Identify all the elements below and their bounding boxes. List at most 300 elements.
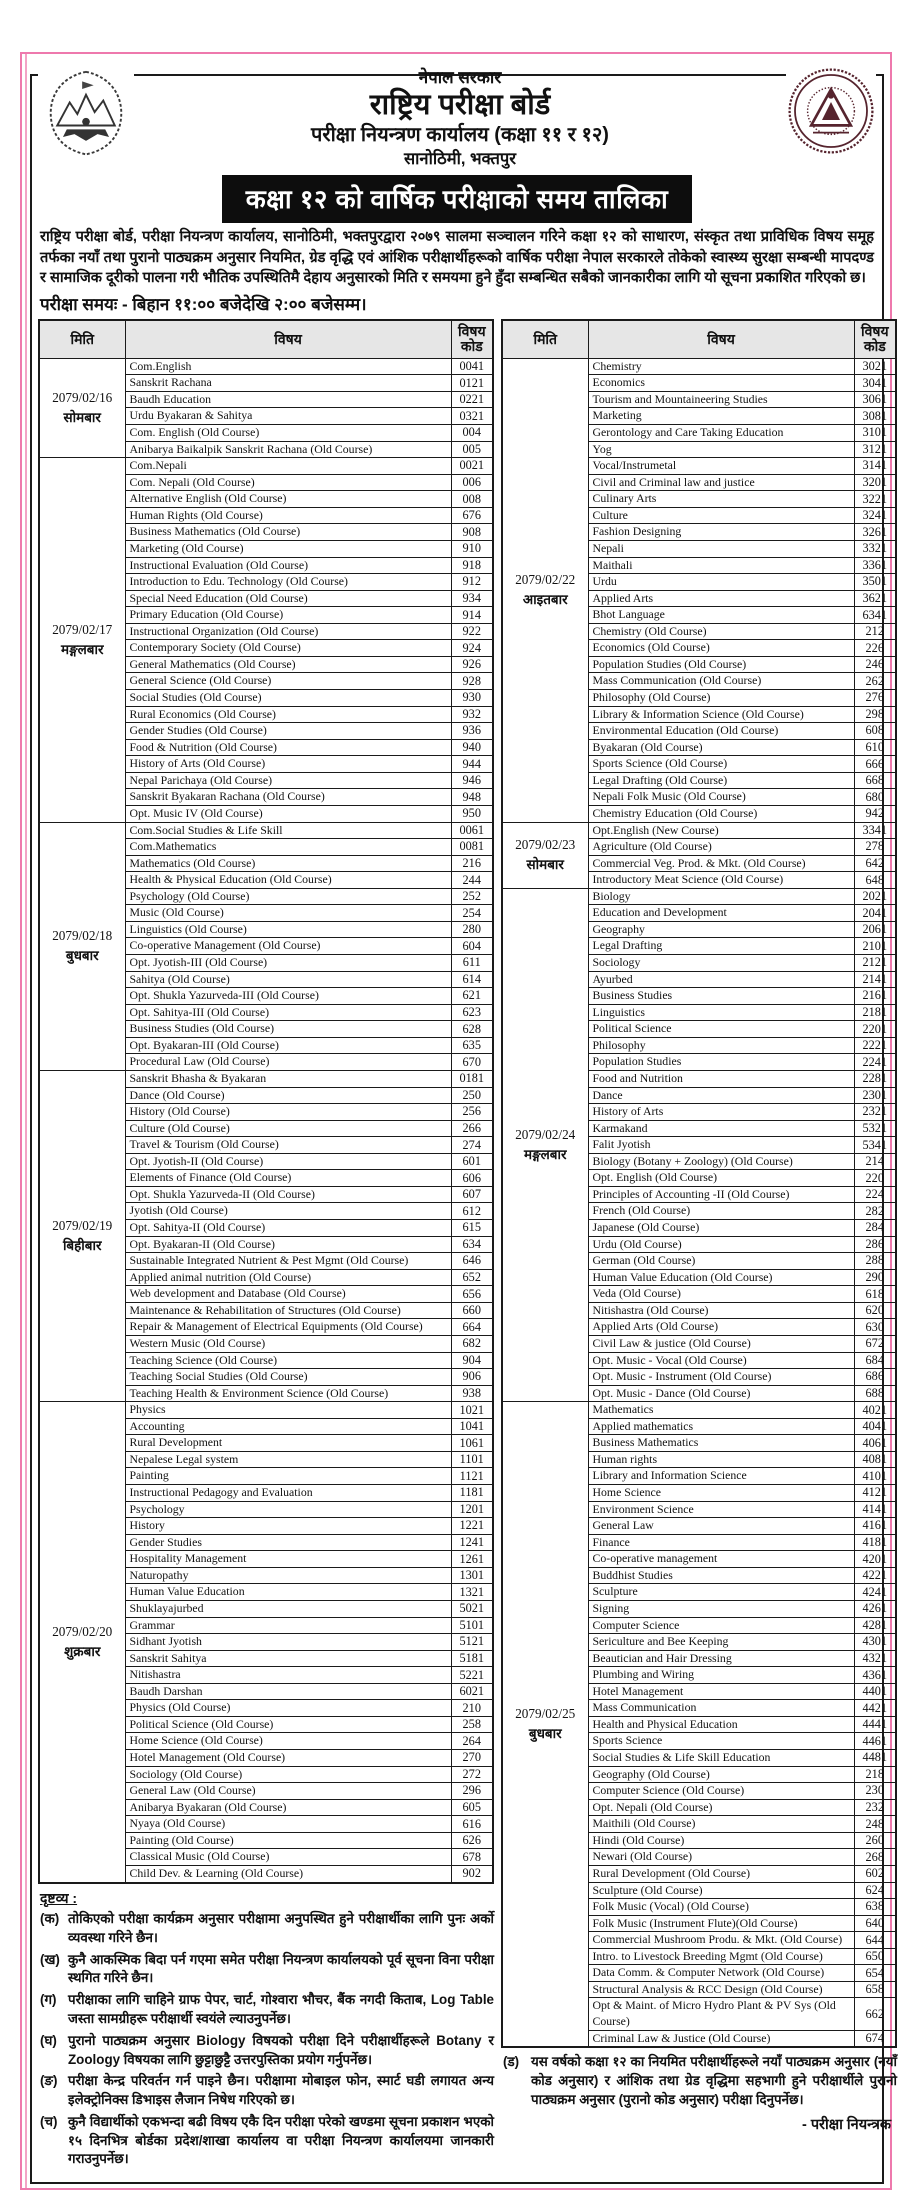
- date-value: 2079/02/22: [515, 572, 576, 588]
- subject-cell: Opt. Jyotish-III (Old Course): [125, 955, 451, 972]
- code-cell: 918: [451, 557, 493, 574]
- subject-cell: Teaching Science (Old Course): [125, 1352, 451, 1369]
- subject-cell: Opt. Shukla Yazurveda-II (Old Course): [125, 1186, 451, 1203]
- code-cell: 278: [854, 839, 896, 856]
- code-cell: 4421: [854, 1700, 896, 1717]
- code-cell: 268: [854, 1849, 896, 1866]
- subject-cell: Yog: [588, 441, 854, 458]
- code-cell: 682: [451, 1335, 493, 1352]
- date-value: 2079/02/18: [52, 928, 113, 944]
- code-cell: 614: [451, 971, 493, 988]
- code-cell: 618: [854, 1286, 896, 1303]
- table-row: [502, 358, 896, 375]
- code-cell: 615: [451, 1220, 493, 1237]
- subject-cell: Painting (Old Course): [125, 1832, 451, 1849]
- day-value: मङ्गलबार: [61, 641, 104, 657]
- subject-cell: Legal Drafting (Old Course): [588, 772, 854, 789]
- note-text: परीक्षाका लागि चाहिने ग्राफ पेपर, चार्ट, गोश्वारा भौचर, बैंक नगदी किताब, Log Table जस्ता सामग्रीहरू परीक्षार्थी स्वयंले ल्याउनुपर्नेछ।: [68, 1992, 494, 2026]
- code-cell: 276: [854, 690, 896, 707]
- note-text: पुरानो पाठ्यक्रम अनुसार Biology विषयको परीक्षा दिने परीक्षार्थीहरूले Botany र Zoology विषयका लागि छुट्टाछुट्टै उत्तरपुस्तिका प्रयोग गर्नुपर्नेछ।: [68, 2032, 494, 2067]
- date-cell: [39, 1402, 125, 1883]
- subject-cell: History of Arts (Old Course): [125, 756, 451, 773]
- code-cell: 6021: [451, 1683, 493, 1700]
- table-row: [39, 822, 493, 839]
- code-cell: 2101: [854, 938, 896, 955]
- subject-cell: Introduction to Edu. Technology (Old Course): [125, 574, 451, 591]
- code-cell: 5321: [854, 1120, 896, 1137]
- subject-cell: Opt. Sahitya-III (Old Course): [125, 1004, 451, 1021]
- code-cell: 3101: [854, 425, 896, 442]
- subject-cell: Opt. Music IV (Old Course): [125, 805, 451, 822]
- code-cell: 005: [451, 441, 493, 458]
- code-cell: 3141: [854, 458, 896, 475]
- code-cell: 288: [854, 1253, 896, 1270]
- table-row: [502, 888, 896, 905]
- code-cell: 644: [854, 1932, 896, 1949]
- code-cell: 0321: [451, 408, 493, 425]
- subject-cell: Marketing: [588, 408, 854, 425]
- code-cell: 2061: [854, 921, 896, 938]
- code-cell: 606: [451, 1170, 493, 1187]
- subject-cell: Opt. English (Old Course): [588, 1170, 854, 1187]
- subject-cell: Linguistics: [588, 1004, 854, 1021]
- note-text: तोकिएको परीक्षा कार्यक्रम अनुसार परीक्षामा अनुपस्थित हुने परीक्षार्थीका लागि पुनः अर्को व्यवस्था गरिने छैन।: [68, 1911, 494, 1945]
- code-cell: 4161: [854, 1518, 896, 1535]
- code-cell: 666: [854, 756, 896, 773]
- code-cell: 926: [451, 656, 493, 673]
- subject-cell: Folk Music (Vocal) (Old Course): [588, 1899, 854, 1916]
- code-cell: 5021: [451, 1600, 493, 1617]
- table-row: [502, 1402, 896, 1419]
- note-text: कुनै विद्यार्थीको एकभन्दा बढी विषय एकै दिन परीक्षा परेको खण्डमा सूचना प्रकाशन भएको १५ दिनभित्र बोर्डका प्रदेश/शाखा कार्यालय वा परीक्षा नियन्त्रण कार्यालयमा जानकारी गराउनुपर्नेछ।: [68, 2113, 494, 2167]
- subject-cell: Political Science: [588, 1021, 854, 1038]
- code-cell: 912: [451, 574, 493, 591]
- subject-cell: Applied mathematics: [588, 1418, 854, 1435]
- subject-cell: Maithili (Old Course): [588, 1816, 854, 1833]
- code-cell: 678: [451, 1849, 493, 1866]
- code-cell: 1041: [451, 1418, 493, 1435]
- note-item: [40, 2113, 494, 2169]
- code-header: विषय कोड: [854, 320, 896, 358]
- subject-cell: Veda (Old Course): [588, 1286, 854, 1303]
- subject-cell: Opt. Byakaran-III (Old Course): [125, 1037, 451, 1054]
- code-cell: 250: [451, 1087, 493, 1104]
- masthead: [38, 66, 876, 169]
- subject-cell: Hotel Management: [588, 1683, 854, 1700]
- code-cell: 605: [451, 1799, 493, 1816]
- subject-cell: Byakaran (Old Course): [588, 739, 854, 756]
- subject-cell: Economics: [588, 375, 854, 392]
- inner-border-box: [30, 68, 897, 2184]
- subject-cell: Nitishastra (Old Course): [588, 1302, 854, 1319]
- subject-cell: Rural Economics (Old Course): [125, 706, 451, 723]
- table-header-row: [502, 320, 896, 358]
- code-cell: 904: [451, 1352, 493, 1369]
- code-cell: 006: [451, 474, 493, 491]
- table-row: [39, 358, 493, 375]
- subject-cell: Nyaya (Old Course): [125, 1816, 451, 1833]
- code-cell: 0121: [451, 375, 493, 392]
- subject-cell: Criminal Law & Justice (Old Course): [588, 2030, 854, 2047]
- subject-cell: Hospitality Management: [125, 1551, 451, 1568]
- code-cell: 1241: [451, 1534, 493, 1551]
- code-cell: 4021: [854, 1402, 896, 1419]
- code-cell: 2121: [854, 955, 896, 972]
- code-cell: 6341: [854, 607, 896, 624]
- subject-cell: Ayurbed: [588, 971, 854, 988]
- note-item: [40, 2072, 494, 2110]
- subject-cell: History (Old Course): [125, 1104, 451, 1121]
- code-cell: 610: [854, 739, 896, 756]
- code-cell: 646: [451, 1253, 493, 1270]
- subject-cell: Western Music (Old Course): [125, 1335, 451, 1352]
- notes-list: [38, 1910, 494, 2169]
- subject-cell: Home Science (Old Course): [125, 1733, 451, 1750]
- note-text: परीक्षा केन्द्र परिवर्तन गर्न पाइने छैन। परीक्षामा मोबाइल फोन, स्मार्ट घडी लगायत अन्य इलेक्ट्रोनिक्स डिभाइस लैजान निषेध गरिएको छ।: [68, 2073, 494, 2108]
- code-cell: 1101: [451, 1451, 493, 1468]
- code-cell: 930: [451, 690, 493, 707]
- date-cell: [39, 458, 125, 822]
- subject-cell: Data Comm. & Computer Network (Old Course): [588, 1965, 854, 1982]
- code-cell: 290: [854, 1269, 896, 1286]
- subject-cell: Tourism and Mountaineering Studies: [588, 391, 854, 408]
- code-cell: 270: [451, 1750, 493, 1767]
- subject-cell: Sanskrit Rachana: [125, 375, 451, 392]
- code-cell: 936: [451, 723, 493, 740]
- day-value: सोमबार: [526, 857, 564, 873]
- subject-cell: Opt. Shukla Yazurveda-III (Old Course): [125, 988, 451, 1005]
- subject-cell: Grammar: [125, 1617, 451, 1634]
- subject-cell: German (Old Course): [588, 1253, 854, 1270]
- subject-cell: Computer Science (Old Course): [588, 1783, 854, 1800]
- day-value: बिहीबार: [62, 1238, 102, 1254]
- subject-cell: Business Mathematics (Old Course): [125, 524, 451, 541]
- code-cell: 0181: [451, 1070, 493, 1087]
- code-cell: 216: [451, 855, 493, 872]
- code-cell: 602: [854, 1865, 896, 1882]
- subject-cell: Co-operative management: [588, 1551, 854, 1568]
- code-cell: 914: [451, 607, 493, 624]
- subject-cell: Intro. to Livestock Breeding Mgmt (Old Course): [588, 1948, 854, 1965]
- subject-cell: Teaching Health & Environment Science (Old Course): [125, 1385, 451, 1402]
- code-cell: 3361: [854, 557, 896, 574]
- code-cell: 4221: [854, 1567, 896, 1584]
- code-cell: 4041: [854, 1418, 896, 1435]
- subject-cell: Structural Analysis & RCC Design (Old Course): [588, 1981, 854, 1998]
- code-cell: 2041: [854, 905, 896, 922]
- subject-cell: Naturopathy: [125, 1567, 451, 1584]
- code-cell: 280: [451, 921, 493, 938]
- subject-cell: General Science (Old Course): [125, 673, 451, 690]
- subject-header: विषय: [125, 320, 451, 358]
- code-cell: 604: [451, 938, 493, 955]
- code-cell: 246: [854, 656, 896, 673]
- subject-cell: General Law (Old Course): [125, 1783, 451, 1800]
- subject-cell: Japanese (Old Course): [588, 1220, 854, 1237]
- subject-cell: Accounting: [125, 1418, 451, 1435]
- code-cell: 3621: [854, 590, 896, 607]
- code-cell: 5221: [451, 1667, 493, 1684]
- date-cell: [502, 822, 588, 888]
- code-cell: 3061: [854, 391, 896, 408]
- right-note-section: [501, 2053, 897, 2136]
- date-header: मिति: [502, 320, 588, 358]
- subject-cell: Nepali Folk Music (Old Course): [588, 789, 854, 806]
- code-cell: 286: [854, 1236, 896, 1253]
- subject-cell: Gerontology and Care Taking Education: [588, 425, 854, 442]
- subject-cell: Urdu (Old Course): [588, 1236, 854, 1253]
- subject-cell: Mass Communication: [588, 1700, 854, 1717]
- code-cell: 232: [854, 1799, 896, 1816]
- subject-cell: Food and Nutrition: [588, 1070, 854, 1087]
- code-cell: 928: [451, 673, 493, 690]
- subject-cell: Psychology (Old Course): [125, 888, 451, 905]
- code-cell: 4401: [854, 1683, 896, 1700]
- subject-cell: Com.Social Studies & Life Skill: [125, 822, 451, 839]
- subject-cell: Folk Music (Instrument Flute)(Old Course): [588, 1915, 854, 1932]
- subject-cell: Nitishastra: [125, 1667, 451, 1684]
- subject-cell: Library & Information Science (Old Course): [588, 706, 854, 723]
- subject-cell: Com. English (Old Course): [125, 425, 451, 442]
- code-cell: 902: [451, 1865, 493, 1882]
- code-cell: 284: [854, 1220, 896, 1237]
- day-value: शुक्रबार: [64, 1643, 101, 1659]
- subject-cell: Biology: [588, 888, 854, 905]
- note-item: [503, 2053, 897, 2109]
- code-cell: 262: [854, 673, 896, 690]
- subject-cell: Newari (Old Course): [588, 1849, 854, 1866]
- subject-cell: Social Studies & Life Skill Education: [588, 1750, 854, 1767]
- code-cell: 672: [854, 1335, 896, 1352]
- code-cell: 612: [451, 1203, 493, 1220]
- subject-cell: Chemistry (Old Course): [588, 623, 854, 640]
- note-label: (क): [40, 1911, 60, 1927]
- code-cell: 252: [451, 888, 493, 905]
- code-cell: 944: [451, 756, 493, 773]
- code-cell: 2301: [854, 1087, 896, 1104]
- code-cell: 662: [854, 1998, 896, 2030]
- code-cell: 5341: [854, 1137, 896, 1154]
- subject-cell: Opt. Sahitya-II (Old Course): [125, 1220, 451, 1237]
- code-cell: 1221: [451, 1518, 493, 1535]
- subject-cell: Geography (Old Course): [588, 1766, 854, 1783]
- subject-cell: Computer Science: [588, 1617, 854, 1634]
- subject-cell: Painting: [125, 1468, 451, 1485]
- subject-cell: Home Science: [588, 1485, 854, 1502]
- note-item: [40, 2032, 494, 2070]
- schedule-tables: [38, 319, 897, 2172]
- subject-cell: Rural Development (Old Course): [588, 1865, 854, 1882]
- subject-cell: Opt. Nepali (Old Course): [588, 1799, 854, 1816]
- subject-cell: Instructional Evaluation (Old Course): [125, 557, 451, 574]
- code-cell: 924: [451, 640, 493, 657]
- code-cell: 4441: [854, 1716, 896, 1733]
- subject-cell: Sanskrit Bhasha & Byakaran: [125, 1070, 451, 1087]
- code-cell: 664: [451, 1319, 493, 1336]
- code-cell: 210: [451, 1700, 493, 1717]
- subject-cell: Physics: [125, 1402, 451, 1419]
- code-cell: 688: [854, 1385, 896, 1402]
- subject-cell: Com.English: [125, 358, 451, 375]
- code-cell: 686: [854, 1369, 896, 1386]
- code-cell: 3201: [854, 474, 896, 491]
- code-cell: 950: [451, 805, 493, 822]
- date-cell: [39, 822, 125, 1070]
- subject-cell: Sociology: [588, 955, 854, 972]
- board-title: राष्ट्रिय परीक्षा बोर्ड: [369, 88, 551, 121]
- subject-cell: History of Arts: [588, 1104, 854, 1121]
- government-line: नेपाल सरकार: [418, 68, 502, 87]
- subject-cell: Vocal/Instrumetal: [588, 458, 854, 475]
- subject-cell: Sanskrit Sahitya: [125, 1650, 451, 1667]
- code-cell: 4181: [854, 1534, 896, 1551]
- code-cell: 2241: [854, 1054, 896, 1071]
- subject-cell: Principles of Accounting -II (Old Course): [588, 1186, 854, 1203]
- subject-cell: Maithali: [588, 557, 854, 574]
- subject-cell: Applied Arts: [588, 590, 854, 607]
- subject-cell: Sculpture (Old Course): [588, 1882, 854, 1899]
- subject-cell: Com.Nepali: [125, 458, 451, 475]
- code-cell: 008: [451, 491, 493, 508]
- table-row: [39, 1070, 493, 1087]
- code-cell: 3221: [854, 491, 896, 508]
- subject-cell: Mathematics (Old Course): [125, 855, 451, 872]
- table-row: [39, 458, 493, 475]
- subject-cell: Economics (Old Course): [588, 640, 854, 657]
- subject-cell: Opt & Maint. of Micro Hydro Plant & PV Sys (Old Course): [588, 1998, 854, 2030]
- signature-line: - परीक्षा नियन्त्रक: [801, 2117, 891, 2134]
- code-cell: 212: [854, 623, 896, 640]
- code-cell: 4481: [854, 1750, 896, 1767]
- code-cell: 2281: [854, 1070, 896, 1087]
- subject-cell: Sports Science (Old Course): [588, 756, 854, 773]
- code-cell: 264: [451, 1733, 493, 1750]
- code-cell: 654: [854, 1965, 896, 1982]
- day-value: बुधबार: [528, 1726, 562, 1742]
- code-cell: 266: [451, 1120, 493, 1137]
- code-cell: 4321: [854, 1650, 896, 1667]
- notes-title: दृष्टव्य :: [40, 1889, 78, 1906]
- day-value: मङ्गलबार: [524, 1147, 567, 1163]
- note-item: [40, 1951, 494, 1989]
- code-cell: 226: [854, 640, 896, 657]
- code-cell: 2181: [854, 1004, 896, 1021]
- code-cell: 220: [854, 1170, 896, 1187]
- code-cell: 214: [854, 1153, 896, 1170]
- subject-cell: Culinary Arts: [588, 491, 854, 508]
- code-cell: 642: [854, 855, 896, 872]
- code-cell: 3021: [854, 358, 896, 375]
- code-cell: 248: [854, 1816, 896, 1833]
- code-cell: 611: [451, 955, 493, 972]
- code-cell: 4201: [854, 1551, 896, 1568]
- code-cell: 640: [854, 1915, 896, 1932]
- subject-cell: Instructional Pedagogy and Evaluation: [125, 1485, 451, 1502]
- code-cell: 652: [451, 1269, 493, 1286]
- code-cell: 601: [451, 1153, 493, 1170]
- subject-cell: Mathematics: [588, 1402, 854, 1419]
- subject-cell: Elements of Finance (Old Course): [125, 1170, 451, 1187]
- subject-cell: Human Rights (Old Course): [125, 507, 451, 524]
- code-cell: 4301: [854, 1634, 896, 1651]
- subject-cell: Opt. Music - Instrument (Old Course): [588, 1369, 854, 1386]
- date-value: 2079/02/20: [52, 1623, 113, 1639]
- subject-cell: Chemistry: [588, 358, 854, 375]
- code-cell: 274: [451, 1137, 493, 1154]
- code-cell: 942: [854, 805, 896, 822]
- subject-cell: Introductory Meat Science (Old Course): [588, 872, 854, 889]
- office-line: परीक्षा नियन्त्रण कार्यालय (कक्षा ११ र १२): [311, 123, 609, 146]
- code-cell: 621: [451, 988, 493, 1005]
- subject-cell: Anibarya Baikalpik Sanskrit Rachana (Old Course): [125, 441, 451, 458]
- subject-cell: Dance: [588, 1087, 854, 1104]
- subject-cell: Nepalese Legal system: [125, 1451, 451, 1468]
- right-column: [501, 319, 897, 2136]
- subject-cell: General Mathematics (Old Course): [125, 656, 451, 673]
- left-schedule-table: [38, 319, 494, 1884]
- note-item: [40, 1910, 494, 1948]
- subject-cell: Social Studies (Old Course): [125, 690, 451, 707]
- subject-cell: Sports Science: [588, 1733, 854, 1750]
- subject-cell: Business Studies: [588, 988, 854, 1005]
- code-cell: 4261: [854, 1600, 896, 1617]
- code-cell: 1201: [451, 1501, 493, 1518]
- code-cell: 2321: [854, 1104, 896, 1121]
- code-cell: 218: [854, 1766, 896, 1783]
- code-header: विषय कोड: [451, 320, 493, 358]
- code-cell: 244: [451, 872, 493, 889]
- code-cell: 3341: [854, 822, 896, 839]
- subject-cell: Teaching Social Studies (Old Course): [125, 1369, 451, 1386]
- subject-cell: Sculpture: [588, 1584, 854, 1601]
- code-cell: 680: [854, 789, 896, 806]
- subject-cell: Human Value Education (Old Course): [588, 1269, 854, 1286]
- note-text: कुनै आकस्मिक बिदा पर्न गएमा समेत परीक्षा नियन्त्रण कार्यालयको पूर्व सूचना विना परीक्षा स्थगित गरिने छैन।: [68, 1951, 494, 1986]
- subject-cell: Population Studies (Old Course): [588, 656, 854, 673]
- subject-cell: Agriculture (Old Course): [588, 839, 854, 856]
- subject-cell: Environmental Education (Old Course): [588, 723, 854, 740]
- code-cell: 1321: [451, 1584, 493, 1601]
- subject-cell: Psychology: [125, 1501, 451, 1518]
- code-cell: 623: [451, 1004, 493, 1021]
- code-cell: 906: [451, 1369, 493, 1386]
- note-label: (च): [40, 2113, 58, 2129]
- code-cell: 4101: [854, 1468, 896, 1485]
- note-label: (ड): [503, 2054, 520, 2070]
- code-cell: 934: [451, 590, 493, 607]
- code-cell: 635: [451, 1037, 493, 1054]
- code-cell: 628: [451, 1021, 493, 1038]
- subject-cell: Business Mathematics: [588, 1435, 854, 1452]
- code-cell: 660: [451, 1302, 493, 1319]
- notes-section: [38, 1889, 494, 2170]
- subject-cell: Alternative English (Old Course): [125, 491, 451, 508]
- table-row: [39, 1402, 493, 1419]
- subject-cell: Sanskrit Byakaran Rachana (Old Course): [125, 789, 451, 806]
- subject-cell: Chemistry Education (Old Course): [588, 805, 854, 822]
- code-cell: 922: [451, 623, 493, 640]
- code-cell: 3241: [854, 507, 896, 524]
- subject-cell: Food & Nutrition (Old Course): [125, 739, 451, 756]
- code-cell: 3501: [854, 574, 896, 591]
- subject-cell: Nepali: [588, 540, 854, 557]
- intro-paragraph: राष्ट्रिय परीक्षा बोर्ड, परीक्षा नियन्त्रण कार्यालय, सानोठिमी, भक्तपुरद्वारा २०७९ सालमा सञ्चालन गरिने कक्षा १२ को साधारण, संस्कृत तथा प्राविधिक विषय समूह तर्फका नयाँ तथा पुरानो पाठ्यक्रम अनुसार नियमित, ग्रेड वृद्धि एवं आंशिक परीक्षार्थीहरूको वार्षिक परीक्षा नेपाल सरकारले तोकेको स्वास्थ्य सुरक्षा सम्बन्धी मापदण्ड र सामाजिक दूरीको पालना गरी भौतिक उपस्थितिमै देहाय अनुसारको मिति र समयमा हुने हुँदा सम्बन्धित सबैको जानकारीका लागि यो सूचना प्रकाशित गरिएको छ।: [40, 228, 874, 287]
- subject-cell: Commercial Mushroom Produ. & Mkt. (Old Course): [588, 1932, 854, 1949]
- subject-cell: Plumbing and Wiring: [588, 1667, 854, 1684]
- subject-cell: Nepal Parichaya (Old Course): [125, 772, 451, 789]
- code-cell: 5181: [451, 1650, 493, 1667]
- date-value: 2079/02/17: [52, 621, 113, 637]
